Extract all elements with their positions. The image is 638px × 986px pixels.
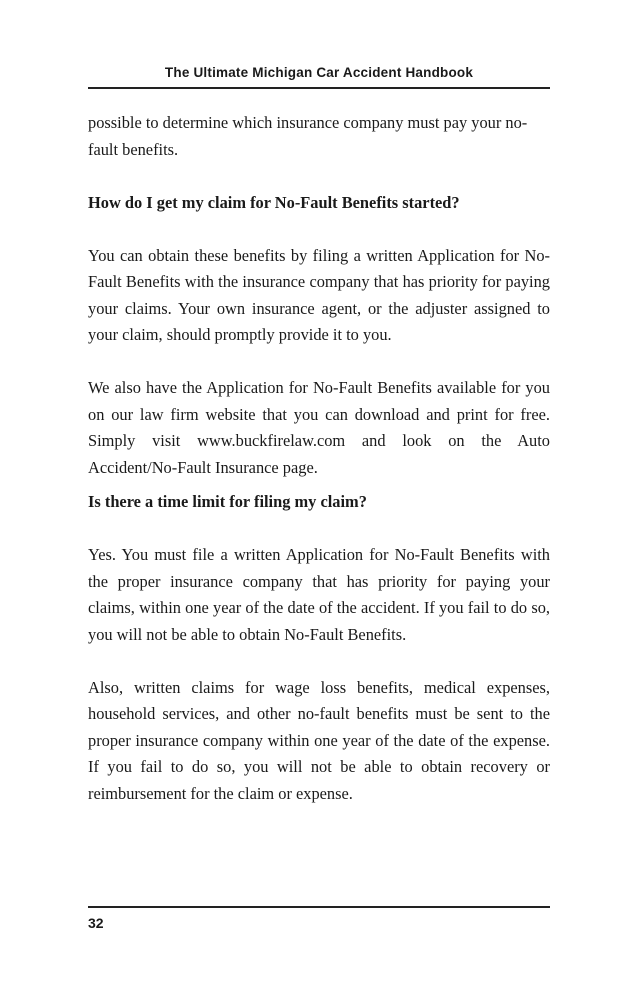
paragraph-one-year: Yes. You must file a written Application for No-Fault Benefits with the proper insurance company that has priority for paying your claims, within one year of the date of the accident. If you fail to do so, you will not be able to obtain No-Fault Benefits. xyxy=(88,545,550,644)
section-heading-claim-started: How do I get my claim for No-Fault Benefits started? xyxy=(88,192,460,212)
page-body xyxy=(88,110,550,807)
page-number: 32 xyxy=(88,915,104,931)
paragraph-continuation: possible to determine which insurance company must pay your no-fault benefits. xyxy=(88,113,528,159)
paragraph-written-claims: Also, written claims for wage loss benefits, medical expenses, household services, and other no-fault benefits must be sent to the proper insurance company within one year of the date of the expense. If you fail to do so, you will not be able to obtain recovery or reimbursement for the claim or expense. xyxy=(88,677,550,803)
header-rule xyxy=(88,87,550,89)
paragraph-website: We also have the Application for No-Fault Benefits available for you on our law firm website that you can download and print for free. Simply visit www.buckfirelaw.com and look on the Auto Accident/No-Fault Insurance page. xyxy=(88,378,550,477)
paragraph-application: You can obtain these benefits by filing a written Application for No-Fault Benefits with the insurance company that has priority for paying your claims. Your own insurance agent, or the adjuster assigned to your claim, should promptly provide it to you. xyxy=(88,245,550,344)
running-header-title: The Ultimate Michigan Car Accident Handbook xyxy=(164,65,474,80)
footer-rule xyxy=(88,906,550,908)
section-heading-time-limit: Is there a time limit for filing my claim? xyxy=(88,492,367,511)
